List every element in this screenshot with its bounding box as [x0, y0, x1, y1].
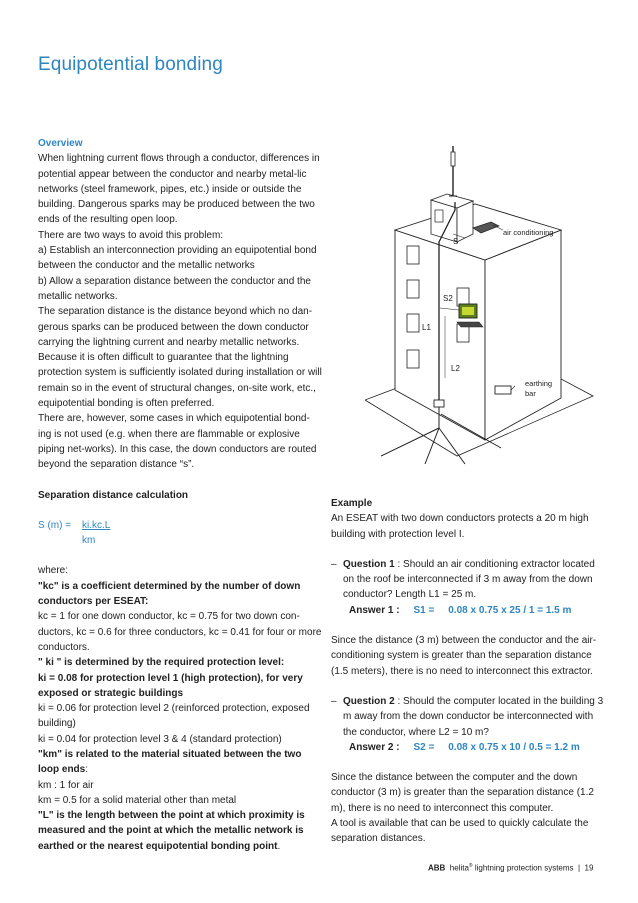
conclusion-3: A tool is available that can be used to quickly calculate the separation distances. [331, 818, 589, 845]
answer-2 [331, 740, 605, 755]
answer-1-s: S1 = [413, 604, 435, 616]
overview-paragraph-1: When lightning current flows through a conductor, differences in potential appear between the conductor and nearby metal-lic networks (steel framework, pipes, etc.) inside or outside the building. Dangerous sparks may be produced between the two ends of the resulting open loop. [38, 153, 320, 226]
footer-product-rest: lightning protection systems [472, 863, 574, 873]
answer-1 [331, 603, 605, 618]
formula [38, 518, 322, 549]
label-air-conditioning: air conditioning [503, 228, 554, 237]
km-solid: km = 0.5 for a solid material other than metal [38, 794, 237, 806]
lightning-rod-head [451, 152, 455, 166]
test-joint [434, 400, 444, 407]
page-title: Equipotential bonding [38, 54, 223, 75]
answer-1-label: Answer 1 [349, 604, 394, 616]
overview-item-a: a) Establish an interconnection providing an equipotential bond between the conductor and the metallic networks [38, 245, 317, 272]
ki-definition: " ki " is determined by the required protection level: [38, 657, 285, 669]
question-2 [331, 694, 605, 740]
formula-lhs: S (m) = [38, 519, 72, 531]
building-diagram [365, 138, 595, 468]
label-bar: bar [525, 389, 536, 398]
question-1-text: : Should an air conditioning extractor located on the roof be interconnected if 3 m away from the down conductor? Length L1 = 25 m. [343, 558, 595, 601]
kc-values: kc = 1 for one down conductor, kc = 0.75 for two down con-ductors, kc = 0.6 for three conductors, kc = 0.41 for four or more conductors. [38, 611, 322, 653]
dash: – [331, 558, 337, 570]
question-2-label: Question 2 [343, 695, 395, 707]
question-2-text: : Should the computer located in the building 3 m away from the down conductor be interconnected with the conductor, where L2 = 10 m? [343, 695, 604, 738]
km-definition-tail: : [85, 764, 89, 776]
footer-product: helita [449, 863, 469, 873]
label-s: S [453, 237, 459, 246]
formula-numerator: ki.kc.L [82, 519, 111, 531]
where-label: where: [38, 565, 69, 577]
footer-page-number: 19 [584, 863, 594, 873]
overview-item-b: b) Allow a separation distance between the conductor and the metallic networks. [38, 275, 311, 302]
label-earthing: earthing [525, 379, 553, 388]
dash: – [331, 695, 337, 707]
label-l1: L1 [422, 323, 431, 332]
computer-screen [462, 307, 474, 315]
question-1 [331, 557, 605, 603]
answer-2-s: S2 = [413, 741, 435, 753]
earth-electrode [439, 428, 465, 464]
ki-level-3-4: ki = 0.04 for protection level 3 & 4 (standard protection) [38, 733, 282, 745]
km-definition [38, 747, 322, 778]
footer-brand: ABB [428, 863, 446, 873]
building-front-face [395, 230, 485, 440]
right-column [331, 496, 605, 847]
footer-registered-mark: ® [468, 863, 473, 869]
overview-paragraph-4: There are, however, some cases in which equipotential bond-ing is not used (e.g. when there are flammable or explosive piping net-works). In this case, the down conductors are routed beyond the separation distance “s”. [38, 413, 317, 471]
km-air: km : 1 for air [38, 779, 94, 791]
overview-paragraph-3: The separation distance is the distance beyond which no dan-gerous sparks can be produced between the down conductor carrying the lightning current and nearby metallic networks. Because it is often difficult to guarantee that the lightning protection system is sufficiently isolated during installation or will remain so in the event of structural changes, on-site work, etc., equipotential bonding is often preferred. [38, 306, 322, 410]
overview-heading: Overview [38, 138, 83, 149]
l-definition-text: "L" is the length between the point at which proximity is measured and the point at which the metallic network is earthed or the nearest equipotential bonding point [38, 810, 305, 852]
question-1-label: Question 1 [343, 558, 395, 570]
label-s2: S2 [443, 294, 453, 303]
conclusion-2: Since the distance between the computer and the down conductor (3 m) is greater than the separation distance (1.2 m), there is no need to interconnect this computer. [331, 772, 594, 814]
kc-definition: "kc" is a coefficient determined by the number of down conductors per ESEAT: [38, 580, 301, 608]
answer-1-value: 0.08 x 0.75 x 25 / 1 = 1.5 m [448, 604, 572, 616]
left-column [38, 136, 322, 854]
formula-denominator: km [82, 535, 96, 547]
computer-keyboard [457, 322, 483, 327]
km-definition-text: "km" is related to the material situated between the two loop ends [38, 748, 302, 776]
answer-2-value: 0.08 x 0.75 x 10 / 0.5 = 1.2 m [448, 741, 580, 753]
answer-2-colon: : [393, 741, 400, 753]
formula-fraction [82, 518, 110, 549]
earth-electrode [381, 407, 439, 456]
calc-heading: Separation distance calculation [38, 489, 189, 501]
l-definition-tail: . [277, 840, 281, 852]
building-side-face [485, 230, 561, 440]
answer-2-label: Answer 2 [349, 741, 394, 753]
footer-separator: | [578, 863, 581, 873]
ki-level-2: ki = 0.06 for protection level 2 (reinforced protection, exposed building) [38, 703, 310, 730]
page-footer [428, 863, 593, 873]
example-heading: Example [331, 498, 373, 509]
ki-level-1: ki = 0.08 for protection level 1 (high protection), for very exposed or strategic buildings [38, 672, 303, 699]
conclusion-1: Since the distance (3 m) between the conductor and the air-conditioning system is greater than the separation distance (1.5 meters), there is no need to interconnect this extractor. [331, 635, 597, 677]
l-definition [38, 808, 322, 854]
label-l2: L2 [451, 364, 460, 373]
overview-paragraph-2: There are two ways to avoid this problem: [38, 229, 224, 241]
example-intro: An ESEAT with two down conductors protects a 20 m high building with protection level I. [331, 513, 589, 540]
answer-1-colon: : [393, 604, 400, 616]
